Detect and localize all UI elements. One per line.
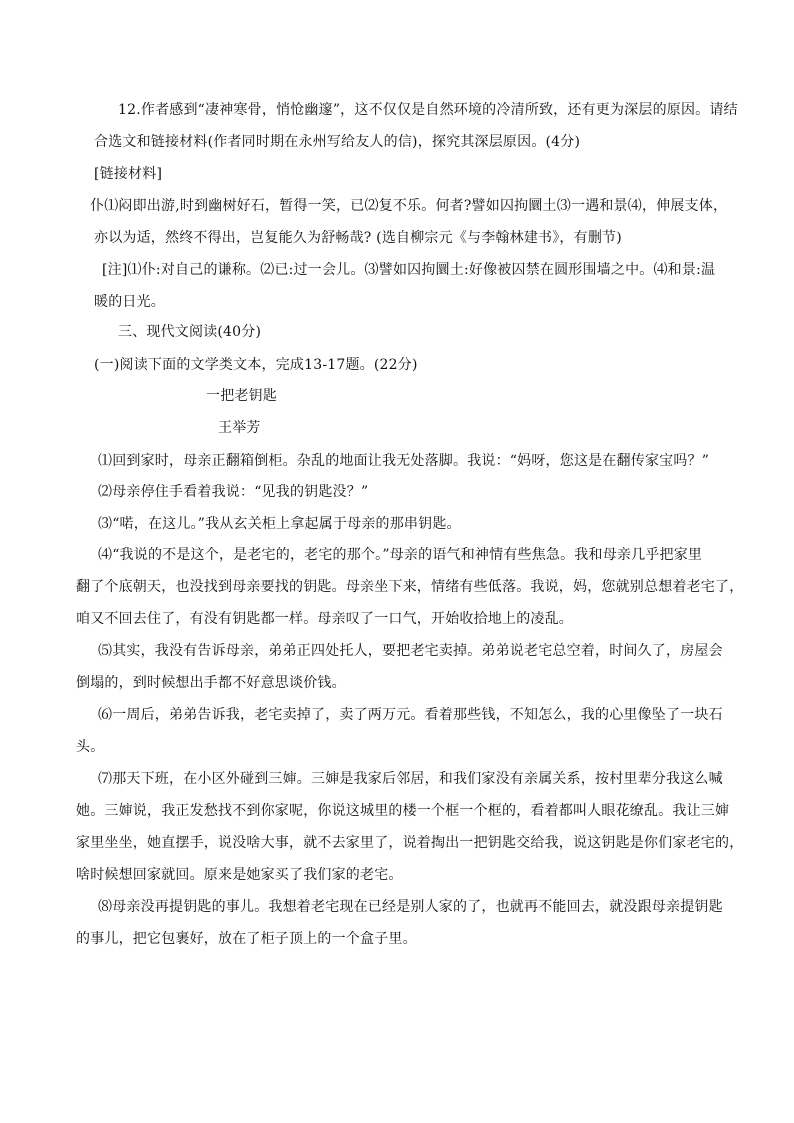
paragraph-2: ⑵母亲停住手看着我说：“见我的钥匙没？”: [98, 484, 369, 500]
link-material-heading: [链接材料]: [94, 166, 163, 182]
paragraph-4-line-1: ⑷“我说的不是这个，是老宅的，老宅的那个。”母亲的语气和神情有些焦急。我和母亲几乎把家里: [98, 547, 703, 563]
paragraph-8-line-2: 的事儿，把它包裹好，放在了柜子顶上的一个盒子里。: [76, 931, 417, 947]
question-12-line-2: 合选文和链接材料(作者同时期在永州写给友人的信)，探究其深层原因。(4分): [94, 134, 581, 150]
paragraph-5-line-1: ⑸其实，我没有告诉母亲，弟弟正四处托人，要把老宅卖掉。弟弟说老宅总空着，时间久了，房屋会: [98, 643, 723, 659]
paragraph-7-line-3: 家里坐坐，她直摆手，说没啥大事，就不去家里了，说着掏出一把钥匙交给我，说这钥匙是你们家老宅的，: [76, 835, 744, 851]
paragraph-4-line-2: 翻了个底朝天，也没找到母亲要找的钥匙。母亲坐下来，情绪有些低落。我说，妈，您就别总想着老宅了，: [76, 579, 744, 595]
notes-line-1: [注]⑴仆:对自己的谦称。⑵已:过一会儿。⑶譬如囚拘圜土:好像被囚禁在圆形围墙之中。⑷和景:温: [102, 262, 716, 278]
question-12-line-1: 12.作者感到“凄神寒骨，悄怆幽邃”，这不仅仅是自然环境的冷清所致，还有更为深层的原因。请结: [118, 102, 738, 118]
paragraph-7-line-2: 她。三婶说，我正发愁找不到你家呢，你说这城里的楼一个框一个框的，看着都叫人眼花缭乱。我让三婶: [76, 803, 730, 819]
section-3-subtitle: (一)阅读下面的文学类文本，完成13-17题。(22分): [94, 357, 418, 373]
paragraph-7-line-4: 啥时候想回家就回。原来是她家买了我们家的老宅。: [76, 867, 403, 883]
paragraph-6-line-1: ⑹一周后，弟弟告诉我，老宅卖掉了，卖了两万元。看着那些钱，不知怎么，我的心里像坠了一块石: [98, 707, 723, 723]
paragraph-4-line-3: 咱又不回去住了，有没有钥匙都一样。母亲叹了一口气，开始收拾地上的凌乱。: [76, 611, 573, 627]
section-3-title: 三、现代文阅读(40分): [118, 324, 262, 340]
story-title: 一把老钥匙: [206, 388, 277, 404]
notes-line-2: 暖的日光。: [94, 294, 165, 310]
paragraph-7-line-1: ⑺那天下班，在小区外碰到三婶。三婶是我家后邻居，和我们家没有亲属关系，按村里辈分我这么喊: [98, 771, 723, 787]
paragraph-5-line-2: 倒塌的，到时候想出手都不好意思谈价钱。: [76, 675, 346, 691]
paragraph-6-line-2: 头。: [76, 739, 105, 755]
story-author: 王举芳: [218, 420, 261, 436]
link-material-line-2: 亦以为适，然终不得出，岂复能久为舒畅哉? (选自柳宗元《与李翰林建书》，有删节): [94, 230, 622, 246]
link-material-line-1: 仆⑴闷即出游,时到幽树好石，暂得一笑，已⑵复不乐。何者?譬如囚拘圜土⑶一遇和景⑷，伸展支体，: [90, 198, 728, 214]
paragraph-8-line-1: ⑻母亲没再提钥匙的事儿。我想着老宅现在已经是别人家的了，也就再不能回去，就没跟母亲提钥匙: [98, 899, 723, 915]
paragraph-3: ⑶“喏，在这儿。”我从玄关柜上拿起属于母亲的那串钥匙。: [98, 516, 461, 532]
paragraph-1: ⑴回到家时，母亲正翻箱倒柜。杂乱的地面让我无处落脚。我说：“妈呀，您这是在翻传家宝吗？”: [98, 453, 710, 469]
